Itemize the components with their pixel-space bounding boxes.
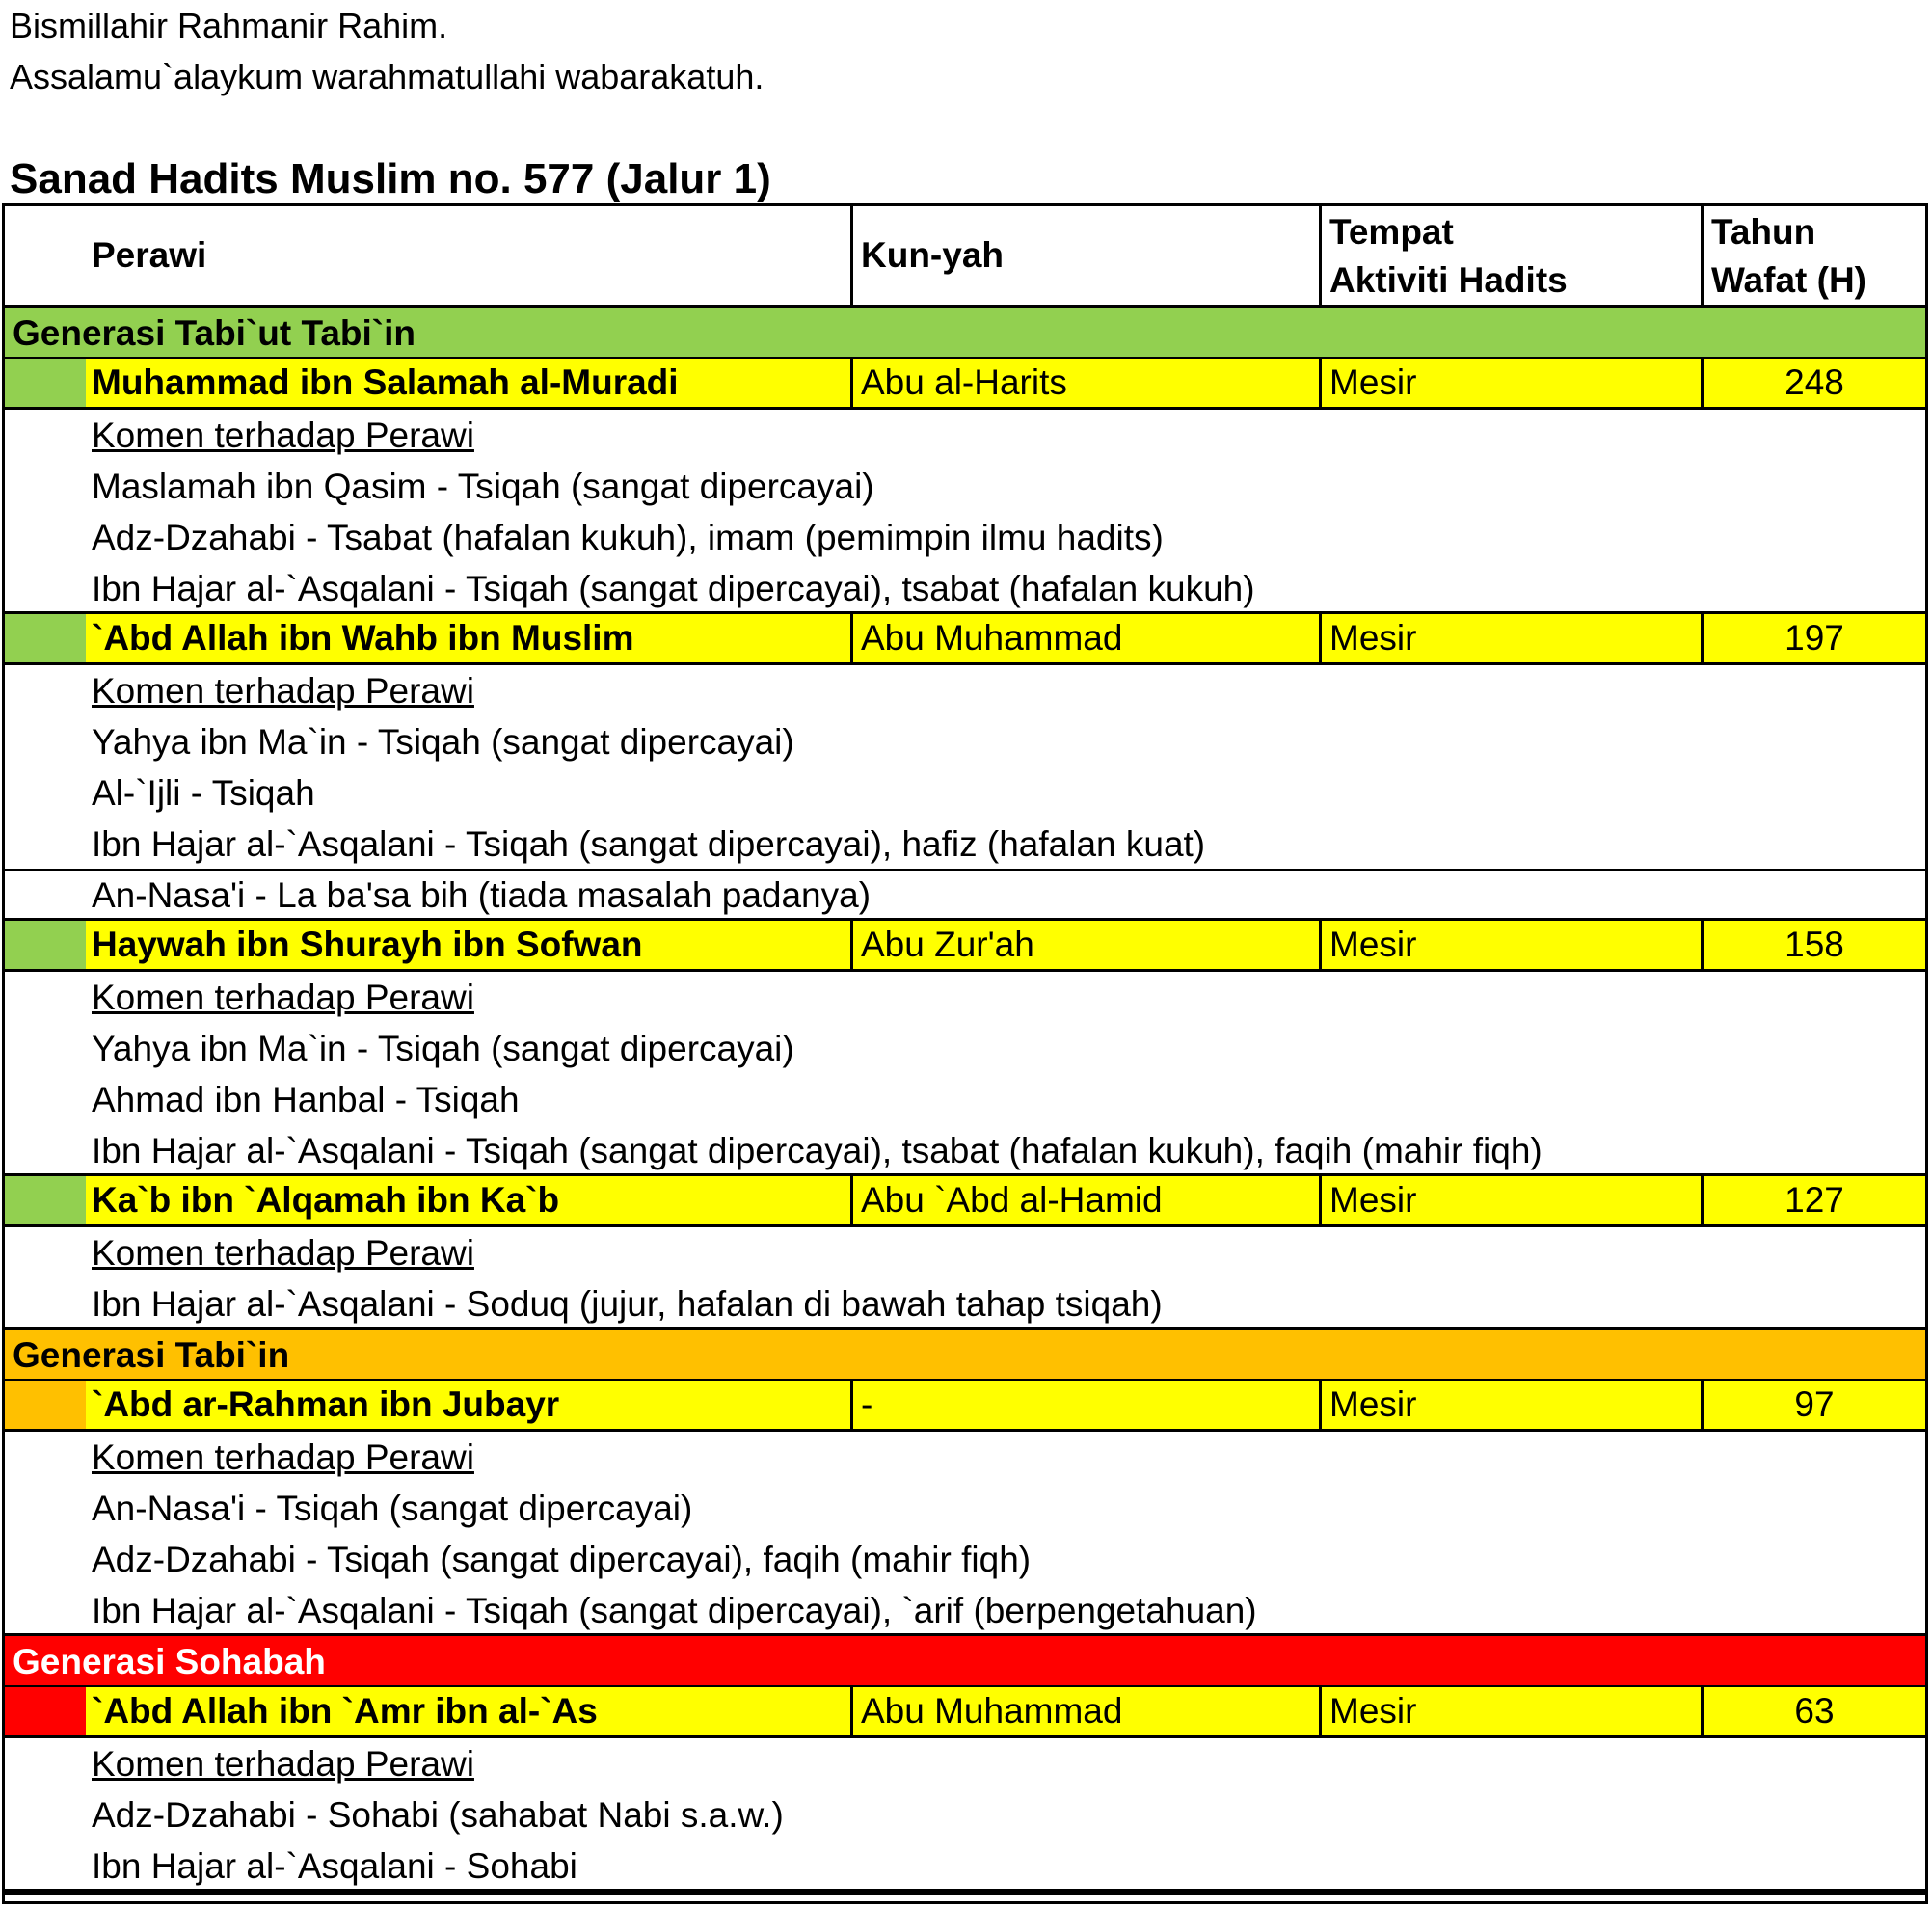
- column-divider: [1319, 1176, 1322, 1224]
- generation-marker: [5, 614, 86, 662]
- comment-line: Yahya ibn Ma`in - Tsiqah (sangat dipercayai): [92, 722, 794, 762]
- comment-heading: Komen terhadap Perawi: [92, 1744, 474, 1784]
- header-tahun-cell: [1704, 206, 1925, 305]
- narrator-row: [5, 1687, 1925, 1738]
- comment-line: Ibn Hajar al-`Asqalani - Tsiqah (sangat dipercayai), tsabat (hafalan kukuh), faqih (mahir fiqh): [92, 1131, 1543, 1170]
- generation-marker: [5, 1687, 86, 1735]
- narrator-tahun-wafat: 197: [1784, 618, 1844, 658]
- narrator-tempat: Mesir: [1329, 925, 1417, 964]
- narrator-name: Ka`b ibn `Alqamah ibn Ka`b: [92, 1180, 560, 1220]
- comment-line: Ibn Hajar al-`Asqalani - Tsiqah (sangat dipercayai), hafiz (hafalan kuat): [92, 824, 1206, 864]
- narrator-tempat: Mesir: [1329, 1691, 1417, 1731]
- table-header: [5, 206, 1925, 308]
- comment-line: Adz-Dzahabi - Tsiqah (sangat dipercayai), faqih (mahir fiqh): [92, 1540, 1032, 1579]
- narrator-tempat: Mesir: [1329, 363, 1417, 402]
- narrator-name: Haywah ibn Shurayh ibn Sofwan: [92, 925, 643, 964]
- narrator-row: [5, 1176, 1925, 1227]
- header-tahun-line2: Wafat (H): [1711, 260, 1866, 300]
- comment-block: [5, 1738, 1925, 1892]
- generation-marker: [5, 921, 86, 969]
- column-divider: [850, 614, 853, 662]
- narrator-tahun-wafat: 97: [1794, 1384, 1835, 1424]
- comment-line: Ibn Hajar al-`Asqalani - Soduq (jujur, hafalan di bawah tahap tsiqah): [92, 1284, 1163, 1324]
- narrator-name: `Abd Allah ibn `Amr ibn al-`As: [92, 1691, 598, 1731]
- generation-label: Generasi Tabi`ut Tabi`in: [13, 313, 416, 353]
- narrator-name: Muhammad ibn Salamah al-Muradi: [92, 363, 679, 402]
- comment-line: Adz-Dzahabi - Tsabat (hafalan kukuh), imam (pemimpin ilmu hadits): [92, 518, 1164, 557]
- comment-block: [5, 1227, 1925, 1330]
- column-divider: [850, 921, 853, 969]
- header-tempat-line1: Tempat: [1329, 212, 1454, 252]
- narrator-name: `Abd Allah ibn Wahb ibn Muslim: [92, 618, 634, 658]
- column-divider: [1319, 359, 1322, 407]
- narrator-row: [5, 614, 1925, 665]
- narrator-tahun-wafat: 63: [1794, 1691, 1835, 1731]
- generation-band: [5, 308, 1925, 359]
- column-divider: [850, 1176, 853, 1224]
- column-divider: [850, 1687, 853, 1735]
- generation-label: Generasi Sohabah: [13, 1642, 326, 1681]
- column-divider: [1319, 921, 1322, 969]
- section-separator: [5, 1889, 1925, 1895]
- narrator-row: [5, 359, 1925, 410]
- narrator-kunyah: Abu `Abd al-Hamid: [861, 1180, 1163, 1220]
- narrator-name: `Abd ar-Rahman ibn Jubayr: [92, 1384, 560, 1424]
- comment-heading: Komen terhadap Perawi: [92, 1233, 474, 1273]
- comment-block: [5, 410, 1925, 614]
- narrator-tahun-wafat: 127: [1784, 1180, 1844, 1220]
- generation-marker: [5, 1176, 86, 1224]
- comment-block: [5, 1432, 1925, 1636]
- narrator-kunyah: Abu Muhammad: [861, 618, 1123, 658]
- narrator-kunyah: Abu al-Harits: [861, 363, 1067, 402]
- column-divider: [1319, 1381, 1322, 1429]
- comment-line: An-Nasa'i - Tsiqah (sangat dipercayai): [92, 1489, 693, 1528]
- header-tahun-line1: Tahun: [1711, 212, 1816, 252]
- generation-marker: [5, 359, 86, 407]
- comment-line: Ibn Hajar al-`Asqalani - Tsiqah (sangat dipercayai), `arif (berpengetahuan): [92, 1591, 1257, 1630]
- narrator-tahun-wafat: 158: [1784, 925, 1844, 964]
- comment-line: Adz-Dzahabi - Sohabi (sahabat Nabi s.a.w.): [92, 1795, 784, 1835]
- narrator-tahun-wafat: 248: [1784, 363, 1844, 402]
- narrator-tempat: Mesir: [1329, 618, 1417, 658]
- greeting-line-1: Bismillahir Rahmanir Rahim.: [10, 6, 448, 45]
- comment-line: Ahmad ibn Hanbal - Tsiqah: [92, 1080, 520, 1119]
- generation-band: [5, 1636, 1925, 1687]
- narrator-tempat: Mesir: [1329, 1180, 1417, 1220]
- comment-separator: [5, 869, 1925, 871]
- header-kunyah-cell: [853, 206, 1322, 305]
- comment-heading: Komen terhadap Perawi: [92, 671, 474, 711]
- header-perawi: Perawi: [92, 235, 207, 275]
- header-tempat-line2: Aktiviti Hadits: [1329, 260, 1568, 300]
- comment-heading: Komen terhadap Perawi: [92, 1438, 474, 1477]
- comment-block: [5, 972, 1925, 1176]
- narrator-kunyah: Abu Zur'ah: [861, 925, 1034, 964]
- narrator-tempat: Mesir: [1329, 1384, 1417, 1424]
- comment-line: Ibn Hajar al-`Asqalani - Tsiqah (sangat dipercayai), tsabat (hafalan kukuh): [92, 569, 1255, 608]
- comment-line: Ibn Hajar al-`Asqalani - Sohabi: [92, 1846, 577, 1886]
- comment-line: Al-`Ijli - Tsiqah: [92, 773, 315, 813]
- column-divider: [850, 1381, 853, 1429]
- page-title: Sanad Hadits Muslim no. 577 (Jalur 1): [10, 155, 771, 202]
- comment-heading: Komen terhadap Perawi: [92, 416, 474, 455]
- narrator-row: [5, 921, 1925, 972]
- narrator-row: [5, 1381, 1925, 1432]
- sanad-table: [2, 203, 1928, 1904]
- column-divider: [1319, 614, 1322, 662]
- narrator-kunyah: -: [861, 1384, 873, 1424]
- comment-line: Yahya ibn Ma`in - Tsiqah (sangat dipercayai): [92, 1029, 794, 1068]
- generation-label: Generasi Tabi`in: [13, 1335, 290, 1375]
- comment-line: An-Nasa'i - La ba'sa bih (tiada masalah padanya): [92, 875, 872, 915]
- generation-marker: [5, 1381, 86, 1429]
- comment-block: [5, 665, 1925, 921]
- column-divider: [850, 359, 853, 407]
- generation-band: [5, 1330, 1925, 1381]
- header-perawi-cell: [5, 206, 853, 305]
- greeting-line-2: Assalamu`alaykum warahmatullahi wabarakatuh.: [10, 57, 765, 96]
- column-divider: [1319, 1687, 1322, 1735]
- header-tempat-cell: [1322, 206, 1704, 305]
- header-kunyah: Kun-yah: [861, 235, 1004, 275]
- comment-heading: Komen terhadap Perawi: [92, 978, 474, 1017]
- comment-line: Maslamah ibn Qasim - Tsiqah (sangat dipercayai): [92, 467, 874, 506]
- narrator-kunyah: Abu Muhammad: [861, 1691, 1123, 1731]
